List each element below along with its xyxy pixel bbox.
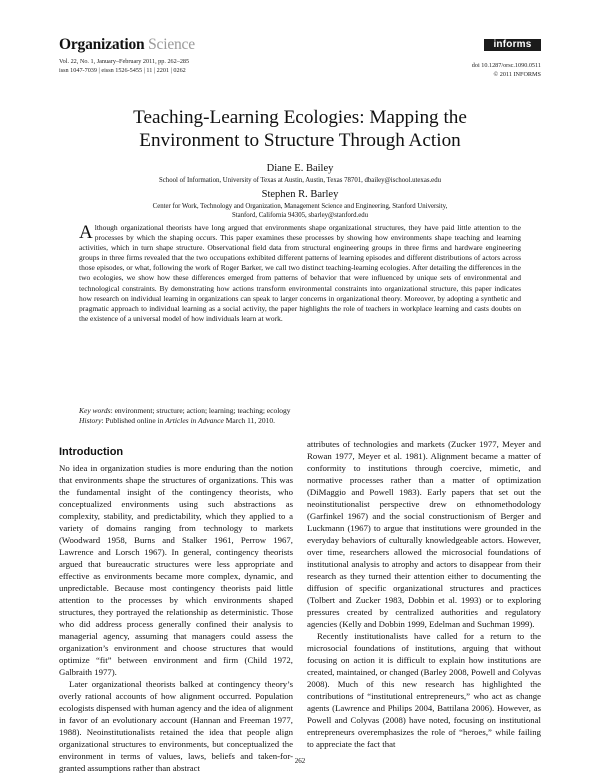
article-title [60,106,540,152]
history-venue: Articles in Advance [165,416,224,425]
issn-line: issn 1047-7039 | eissn 1526-5455 | 11 | 2201 | 0262 [59,67,186,74]
history-label: History [79,416,102,425]
history-text: : Published online in [101,416,166,425]
doi: doi 10.1287/orsc.1090.0511 [471,62,541,69]
paragraph: Recently institutionalists have called for a return to the microsocial foundations of institutions, arguing that without focusing on action it is difficult to explain how institutions are created, maintained, or changed (Barley 2008, Powell and Colyvas 2008). Much of this new research has highlighted the contributions of “institutional entrepreneurs,” who act as change agents (Lawrence and Philips 2004, Battilana 2006). However, as Powell and Colyvas (2008) have noted, focusing on institutional entrepreneurs overemphasizes the role of “heroes,” while failing to appreciate the fact that [307,631,541,749]
left-column [59,462,293,774]
journal-name-bold: Organization [59,36,145,53]
copyright: © 2011 INFORMS [493,71,541,78]
author-name-2: Stephen R. Barley [261,189,339,200]
paragraph: Later organizational theorists balked at contingency theory’s overly rational accounts of how alignment occurred. Population ecologists dispensed with human agency and the idea of alignment in favor of an evolutionary account (Hannan and Freeman 1977, 1988). Neoinstitutionalists retained the idea that people align organizational structures to environments, but conceptualized the environment in terms of values, laws, beliefs and taken-for-granted assumptions rather than abstract [59,679,293,773]
affiliation-2-line-2: Stanford, California 94305, sbarley@stanford.edu [231,212,369,220]
paragraph: attributes of technologies and markets (Zucker 1977, Meyer and Rowan 1977, Meyer et al. 1981). Alignment became a matter of conformity to institutions through coercive, mimetic, and normative processes rather than a matter of optimization (DiMaggio and Powell 1983). Early papers that set out the neoinstitutionalist perspective drew on ethnomethodology (Garfinkel 1967) and the social constructionism of Berger and Luckmann (1967) to argue that institutions were grounded in the everyday behaviors of culturally knowledgeable actors. However, over time, researchers allowed the microsocial foundations of institutional analysis to atrophy and actors to disappear from their research as they turned their attention either to documenting the diffusion of specific organizational structures and practices (Tolbert and Zucker 1983, Dobbin et al. 1993) or to exploring pressures created by centralized authorities and regulatory agencies (Kelly and Dobbin 1999, Edelman and Suchman 1999). [307,439,541,629]
journal-name-light: Science [148,36,195,53]
title-line-1: Teaching-Learning Ecologies: Mapping the [133,107,467,128]
keywords-text: : environment; structure; action; learning; teaching; ecology [110,406,291,415]
abstract [79,223,521,324]
history-date: March 11, 2010. [223,416,276,425]
author-affiliation-1: School of Information, University of Texas at Austin, Austin, Texas 78701, dbailey@ischool.utexas.edu [159,177,441,184]
keywords-label: Key words [79,406,111,415]
publisher-logo: informs [484,39,541,51]
abstract-dropcap: A [79,222,93,243]
page-number: 262 [294,757,306,765]
title-line-2: Environment to Structure Through Action [139,130,461,151]
author-name-1: Diane E. Bailey [266,163,334,174]
keywords [79,406,521,416]
abstract-text: lthough organizational theorists have long argued that environments shape organizational structures, they have paid little attention to the processes by which the shaping occurs. This paper examines these processes by showing how environments shape teaching and learning activities, which in turn shape structure. Observational field data from structural engineering groups in three firms and hardware engineering groups in three firms revealed that the two occupations exhibited different patterns of learning episodes and different distributions of actors across those episodes, or what, following the work of Roger Barker, we call two distinct teaching-learning ecologies. After detailing the differences in the two ecologies, we show how these differences emerged from patterns of behavior that were influenced by unique sets of environmental and technological constraints. By demonstrating how actions transform environmental constraints into organizational structure, this paper indicates how research on individual learning in organizations can speak to larger concerns in organizational theory. Moreover, by adopting a synthetic and pragmatic approach to individual learning as a social activity, the paper highlights the role of teachers in workplace learning and casts doubts on the existence of a universal model of how individuals learn at work. [79,223,521,323]
history [79,416,521,426]
section-heading: Introduction [59,446,124,458]
journal-name [59,36,195,54]
paragraph: No idea in organization studies is more enduring than the notion that environments shape the structures of organizations. This was the fundamental insight of the contingency theorists, who conceptualized environments using such abstractions as complexity, stability, and predictability, which they applied to a variety of domains ranging from technology to markets (Woodward 1958, Burns and Stalker 1961, Perrow 1967, Lawrence and Lorsch 1967). In general, contingency theorists argued that bureaucratic structures were less appropriate and effective as environments became more complex, dynamic, and unpredictable. Because most contingency theorists paid little attention to the processes by which environments shaped structures, they portrayed the relationship as deterministic. Those who did address process generally confined their analysis to managerial agency, assuming that managers could assess the organization’s environment and choose structures that would optimize “fit” between environment and firm (Child 1972, Galbraith 1977). [59,463,293,677]
affiliation-2-line-1: Center for Work, Technology and Organization, Management Science and Engineering, Stanford University, [152,203,448,210]
citation-line: Vol. 22, No. 1, January–February 2011, pp. 262–285 [59,58,190,65]
right-column [307,438,541,750]
author-affiliation-2 [90,202,510,221]
